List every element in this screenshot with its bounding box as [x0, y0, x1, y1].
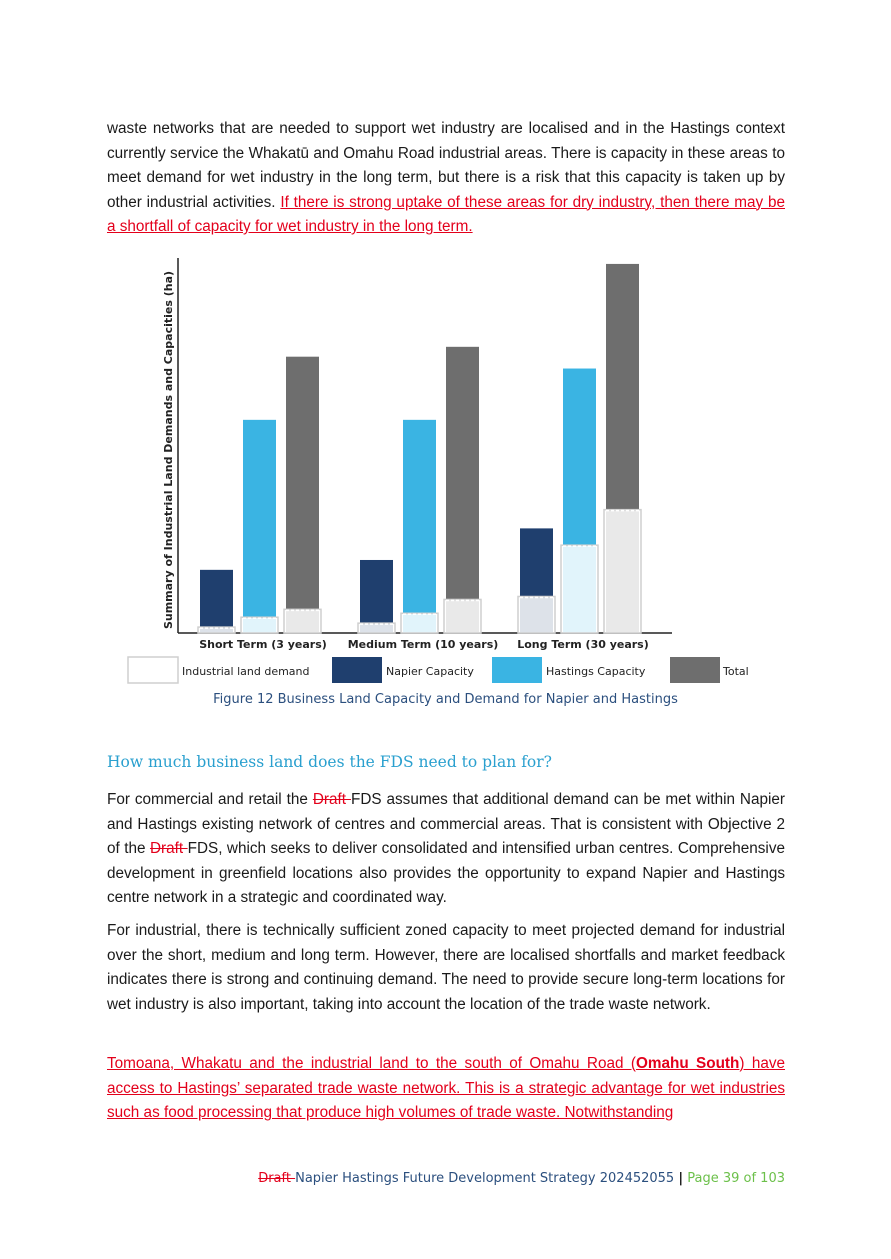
y-axis-label-group — [162, 271, 175, 629]
p1-deleted-2: Draft — [149, 840, 188, 857]
bar-demand-1-2 — [444, 599, 481, 633]
y-axis-label: Summary of Industrial Land Demands and Capacities (ha) — [162, 270, 175, 630]
p1-text-b: FDS assumes that additional demand can be met within Napier and Hastings existing network of centres and commercial areas. That is consistent with Objective 2 of the — [107, 791, 785, 857]
section-heading: How much business land does the FDS need to plan for? — [107, 753, 552, 771]
legend-label-total: Total — [723, 665, 749, 678]
bar-hastings-capacity-1 — [403, 420, 436, 633]
bar-demand-2-2 — [604, 510, 641, 633]
footer-title: Napier Hastings Future Development Strategy 202452055 — [295, 1171, 675, 1186]
p1-text-c: FDS, which seeks to deliver consolidated and intensified urban centres. Comprehensive development in greenfield locations also provides the opportunity to expand Napier and Hastings centre network in a strategic and coordinated way. — [107, 840, 785, 906]
bar-demand-0-1 — [241, 617, 278, 633]
bar-hastings-capacity-0 — [243, 420, 276, 633]
p3-bold: Omahu South — [635, 1055, 740, 1072]
bar-demand-1-1 — [401, 613, 438, 633]
bar-napier-capacity-1 — [360, 560, 393, 633]
intro-inserted-text: If there is strong uptake of these areas for dry industry, then there may be a shortfall of capacity for wet industry in the long term. — [107, 193, 785, 235]
bar-chart — [120, 250, 760, 690]
figure-caption: Figure 12 Business Land Capacity and Demand for Napier and Hastings — [213, 692, 678, 707]
footer-separator: | — [678, 1171, 684, 1186]
bar-total-0 — [286, 357, 319, 633]
bar-demand-0-2 — [284, 609, 321, 633]
p1-deleted-1: Draft — [312, 791, 351, 808]
x-tick-labels — [199, 638, 649, 651]
legend-label-hastings: Hastings Capacity — [546, 665, 646, 678]
legend-label-napier: Napier Capacity — [386, 665, 474, 678]
legend-swatch-hastings — [492, 657, 542, 683]
bar-demand-2-0 — [518, 596, 555, 633]
bar-napier-capacity-0 — [200, 570, 233, 633]
bar-demand-2-1 — [561, 545, 598, 633]
paragraph-commercial — [107, 788, 785, 911]
paragraph-omahu-inserted — [107, 1052, 785, 1126]
bar-total-1 — [446, 347, 479, 633]
footer-page-number: Page 39 of 103 — [687, 1171, 785, 1186]
x-tick-label-0: Short Term (3 years) — [199, 638, 327, 651]
legend-swatch-napier — [332, 657, 382, 683]
legend — [128, 657, 749, 683]
footer-deleted: Draft — [258, 1171, 296, 1186]
x-tick-label-1: Medium Term (10 years) — [347, 638, 499, 651]
paragraph-industrial: For industrial, there is technically sufficient zoned capacity to meet projected demand for industrial over the short, medium and long term. However, there are localised shortfalls and market feedback indicates there is strong and continuing demand. The need to provide secure long-term locations for wet industry is also important, taking into account the location of the trade waste network. — [107, 922, 785, 1013]
legend-swatch-total — [670, 657, 720, 683]
p1-text-a: For commercial and retail the — [107, 791, 313, 808]
intro-text: waste networks that are needed to support wet industry are localised and in the Hastings context currently service the Whakatū and Omahu Road industrial areas. There is capacity in these areas to meet demand for wet industry in the long term, but there is a risk that this capacity is taken up by other industrial activities. — [107, 120, 785, 211]
p3-text-b: ) have access to Hastings’ separated trade waste network. This is a strategic advantage for wet industries such as food processing that produce high volumes of trade waste. Notwithstanding — [107, 1055, 786, 1121]
legend-swatch-demand — [128, 657, 178, 683]
page-footer — [258, 1171, 785, 1186]
p3-text-a: Tomoana, Whakatu and the industrial land to the south of Omahu Road ( — [107, 1055, 636, 1072]
intro-paragraph — [107, 117, 785, 240]
legend-label-demand: Industrial land demand — [182, 665, 310, 678]
bars-group — [198, 264, 641, 633]
x-tick-label-2: Long Term (30 years) — [517, 638, 649, 651]
